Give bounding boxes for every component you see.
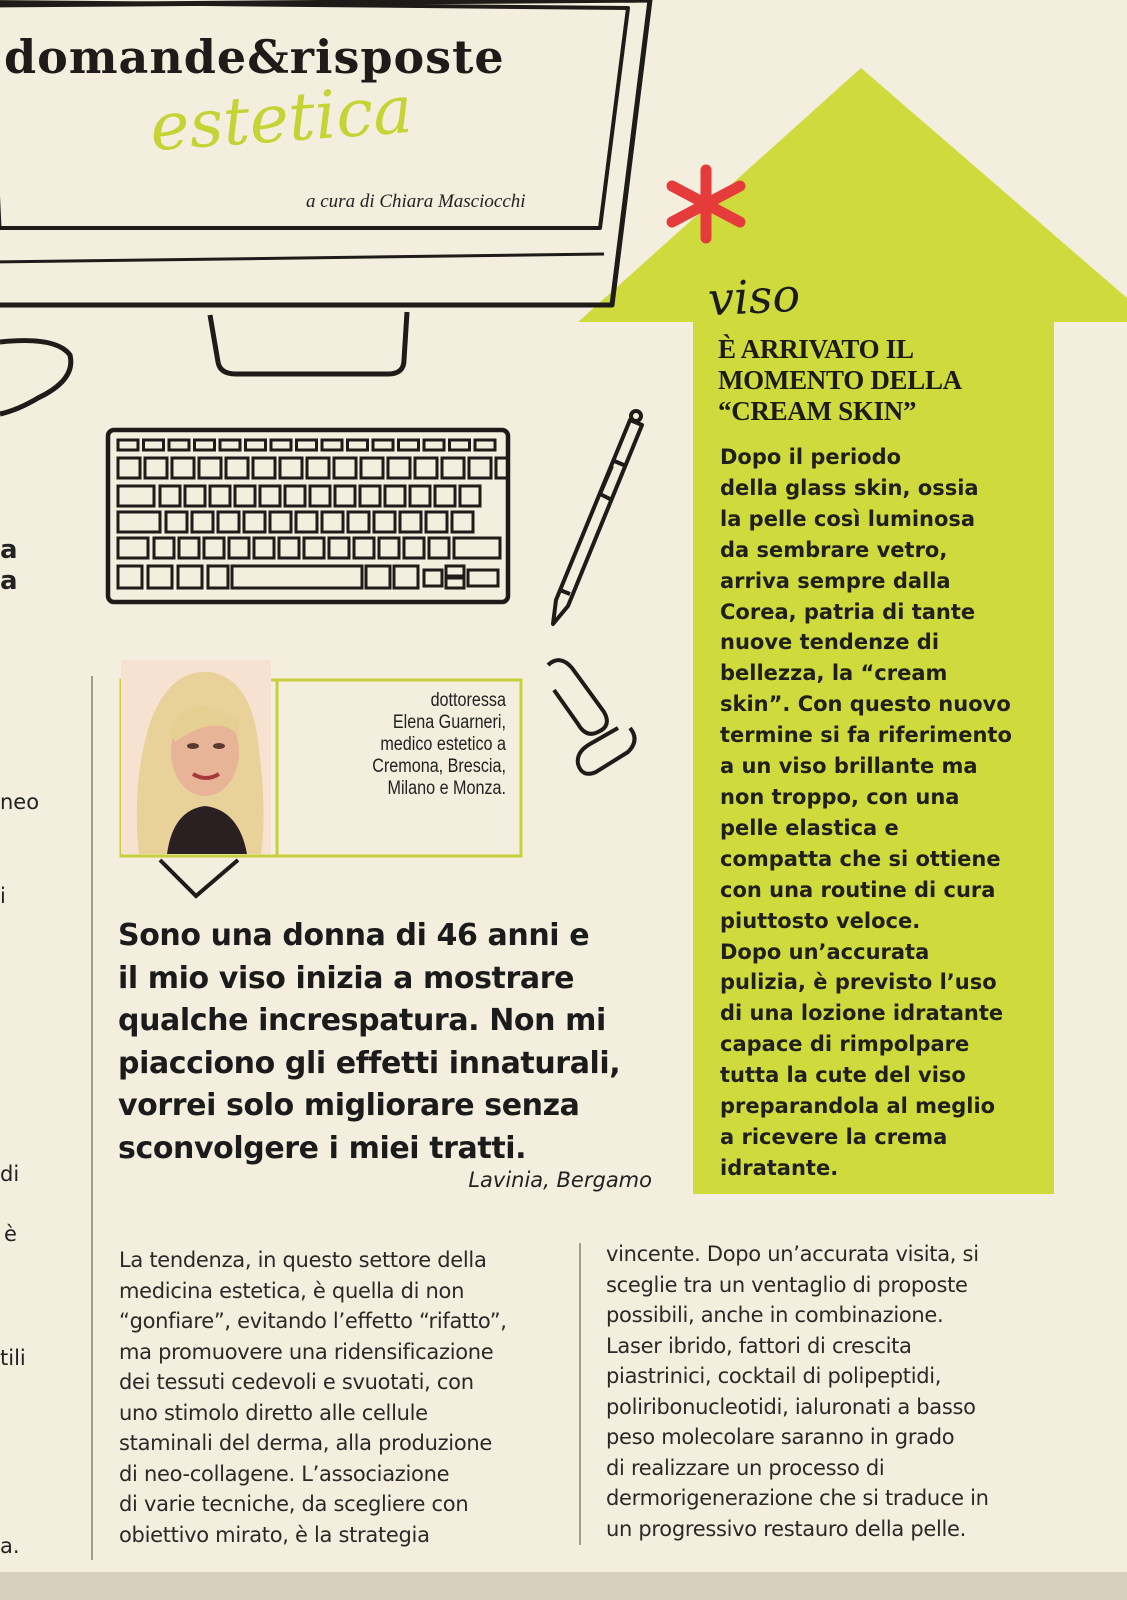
expert-caption-line: dottoressa xyxy=(430,690,506,711)
answer-line: dermorigenerazione che si traduce in xyxy=(606,1486,989,1510)
sidebar-body-line: pelle elastica e xyxy=(720,815,899,840)
keyboard-key xyxy=(185,486,205,506)
keyboard-key xyxy=(304,538,324,558)
keyboard-key xyxy=(446,566,464,576)
keyboard-key xyxy=(329,538,349,558)
keyboard-key xyxy=(246,440,266,450)
keyboard-key xyxy=(394,566,418,588)
keyboard-key xyxy=(145,458,167,478)
keyboard-key xyxy=(270,512,291,532)
keyboard-key xyxy=(244,512,265,532)
answer-line: possibili, anche in combinazione. xyxy=(606,1303,944,1327)
answer-column-2 xyxy=(606,1239,1046,1544)
keyboard-key xyxy=(154,538,174,558)
answer-line: di varie tecniche, da scegliere con xyxy=(119,1492,469,1516)
answer-line: vincente. Dopo un’accurata visita, si xyxy=(606,1242,979,1266)
keyboard-key xyxy=(204,538,224,558)
sidebar-headline: È ARRIVATO IL MOMENTO DELLA “CREAM SKIN” xyxy=(718,334,961,426)
keyboard-key xyxy=(354,538,374,558)
answer-line: “gonfiare”, evitando l’effetto “rifatto”, xyxy=(119,1309,507,1333)
answer-line: staminali del derma, alla produzione xyxy=(119,1431,493,1455)
keyboard-key xyxy=(399,440,419,450)
answer-line: medicina estetica, è quella di non xyxy=(119,1278,465,1303)
sidebar-body xyxy=(720,442,1045,1184)
reader-question xyxy=(118,915,658,1170)
paperclip-illustration xyxy=(548,660,635,774)
keyboard-key xyxy=(118,512,160,532)
keyboard-key xyxy=(210,486,230,506)
keyboard-key xyxy=(348,440,368,450)
answer-line: La tendenza, in questo settore della xyxy=(119,1248,487,1272)
keyboard-key xyxy=(253,458,275,478)
keyboard-key xyxy=(271,440,291,450)
keyboard-key xyxy=(348,512,369,532)
keyboard-key xyxy=(195,440,215,450)
sidebar-body-line: nuove tendenze di xyxy=(720,630,940,655)
keyboard-key xyxy=(450,440,470,450)
expert-photo xyxy=(121,660,271,854)
question-line: sconvolgere i miei tratti. xyxy=(118,1130,527,1166)
keyboard-key xyxy=(429,538,449,558)
keyboard-key xyxy=(426,512,447,532)
sidebar-body-line: non troppo, con una xyxy=(720,784,960,809)
answer-line: sceglie tra un ventaglio di proposte xyxy=(606,1272,968,1297)
answer-line: di neo-collagene. L’associazione xyxy=(119,1461,450,1486)
keyboard-key xyxy=(279,538,299,558)
keyboard-key xyxy=(235,486,255,506)
keyboard-key xyxy=(475,440,495,450)
keyboard-key xyxy=(280,458,302,478)
expert-caption xyxy=(331,690,506,800)
keyboard-key xyxy=(285,486,305,506)
keyboard-key xyxy=(404,538,424,558)
keyboard-key xyxy=(226,458,248,478)
keyboard-key xyxy=(118,440,138,450)
sidebar-body-line: idratante. xyxy=(720,1155,839,1180)
question-line: vorrei solo migliorare senza xyxy=(118,1088,580,1123)
keyboard-key xyxy=(229,538,249,558)
question-line: il mio viso inizia a mostrare xyxy=(118,960,575,996)
keyboard-key xyxy=(192,512,213,532)
keyboard-key xyxy=(232,566,362,588)
keyboard-key xyxy=(361,458,383,478)
keyboard-key xyxy=(297,440,317,450)
category-script-label: viso xyxy=(706,267,802,327)
keyboard-key xyxy=(118,486,154,506)
sidebar-body-line: skin”. Con questo nuovo xyxy=(720,692,1011,717)
question-line: piacciono gli effetti innaturali, xyxy=(118,1045,621,1081)
speech-pointer xyxy=(160,860,238,896)
answer-line: peso molecolare saranno in grado xyxy=(606,1425,955,1449)
pen-illustration xyxy=(553,411,642,624)
sidebar-body-line: della glass skin, ossia xyxy=(720,475,979,500)
sidebar-body-line: a ricevere la crema xyxy=(720,1124,948,1149)
keyboard-key xyxy=(442,458,464,478)
keyboard-key xyxy=(160,486,180,506)
keyboard-key xyxy=(452,512,473,532)
keyboard-key xyxy=(424,440,444,450)
sidebar-body-line: arriva sempre dalla xyxy=(720,568,951,593)
keyboard-key xyxy=(400,512,421,532)
question-line: Sono una donna di 46 anni e xyxy=(118,918,590,953)
sidebar-body-line: Dopo un’accurata xyxy=(720,939,930,964)
left-page-fragment: neo xyxy=(0,790,40,814)
keyboard-key xyxy=(172,458,194,478)
keyboard-key xyxy=(469,458,491,478)
answer-line: ma promuovere una ridensificazione xyxy=(119,1339,494,1364)
sidebar-body-line: preparandola al meglio xyxy=(720,1094,996,1119)
sidebar-body-line: pulizia, è previsto l’uso xyxy=(720,970,997,995)
sidebar-body-line: tutta la cute del viso xyxy=(720,1063,966,1088)
keyboard-key xyxy=(460,486,480,506)
answer-line: piastrinici, cocktail di polipeptidi, xyxy=(606,1364,942,1388)
left-page-fragment: i xyxy=(0,884,6,908)
expert-caption-line: Cremona, Brescia, xyxy=(372,756,506,777)
sidebar-body-line: la pelle così luminosa xyxy=(720,506,976,531)
keyboard-key xyxy=(254,538,274,558)
keyboard-key xyxy=(360,486,380,506)
keyboard-key xyxy=(322,512,343,532)
sidebar-body-line: con una routine di cura xyxy=(720,877,996,902)
sidebar-body-line: bellezza, la “cream xyxy=(720,661,948,686)
keyboard-key xyxy=(148,566,172,588)
sidebar-body-line: capace di rimpolpare xyxy=(720,1032,970,1057)
keyboard-key xyxy=(118,538,148,558)
byline: a cura di Chiara Masciocchi xyxy=(306,191,526,212)
keyboard-key xyxy=(374,512,395,532)
sidebar-body-line: Corea, patria di tante xyxy=(720,599,976,624)
sidebar-body-line: Dopo il periodo xyxy=(720,445,902,469)
keyboard-key xyxy=(144,440,164,450)
keyboard-key xyxy=(169,440,189,450)
section-script-title: estetica xyxy=(147,70,415,167)
sidebar-body-line: compatta che si ottiene xyxy=(720,846,1001,871)
expert-caption-line: Milano e Monza. xyxy=(387,778,506,799)
expert-caption-line: Elena Guarneri, xyxy=(392,712,506,733)
question-signoff: Lavinia, Bergamo xyxy=(468,1168,652,1192)
keyboard-illustration xyxy=(108,430,508,602)
keyboard-key xyxy=(179,538,199,558)
answer-column-1 xyxy=(119,1245,569,1550)
keyboard-key xyxy=(335,486,355,506)
keyboard-key xyxy=(410,486,430,506)
keyboard-key xyxy=(178,566,202,588)
keyboard-key xyxy=(334,458,356,478)
keyboard-key xyxy=(118,566,142,588)
keyboard-key xyxy=(446,578,464,588)
sidebar-body-line: piuttosto veloce. xyxy=(720,908,921,933)
keyboard-key xyxy=(322,440,342,450)
keyboard-key xyxy=(310,486,330,506)
sidebar-body-line: termine si fa riferimento xyxy=(720,723,1012,748)
expert-caption-line: medico estetico a xyxy=(380,734,506,755)
answer-line: di realizzare un processo di xyxy=(606,1455,885,1480)
left-page-fragment: è xyxy=(4,1222,17,1246)
keyboard-key xyxy=(166,512,187,532)
keyboard-key xyxy=(468,570,498,586)
keyboard-key xyxy=(220,440,240,450)
sidebar-body-line: di una lozione idratante xyxy=(720,1001,1004,1026)
keyboard-key xyxy=(218,512,239,532)
question-line: qualche increspatura. Non mi xyxy=(118,1003,606,1038)
keyboard-key xyxy=(379,538,399,558)
keyboard-key xyxy=(296,512,317,532)
sidebar-body-line: a un viso brillante ma xyxy=(720,754,978,779)
keyboard-key xyxy=(199,458,221,478)
left-page-fragment: a. xyxy=(0,1534,20,1558)
keyboard-key xyxy=(435,486,455,506)
answer-line: un progressivo restauro della pelle. xyxy=(606,1516,967,1541)
answer-line: uno stimolo diretto alle cellule xyxy=(119,1400,428,1425)
keyboard-key xyxy=(424,570,442,586)
page-title: domande&risposte xyxy=(4,30,505,84)
left-page-fragment: a xyxy=(0,535,18,565)
left-page-fragment: a xyxy=(0,566,18,596)
keyboard-key xyxy=(307,458,329,478)
keyboard-key xyxy=(454,538,500,558)
sidebar-body-line: da sembrare vetro, xyxy=(720,537,948,562)
keyboard-key xyxy=(118,458,140,478)
keyboard-key xyxy=(415,458,437,478)
answer-line: poliribonucleotidi, ialuronati a basso xyxy=(606,1394,976,1419)
keyboard-key xyxy=(385,486,405,506)
answer-line: Laser ibrido, fattori di crescita xyxy=(606,1333,912,1358)
keyboard-key xyxy=(260,486,280,506)
answer-line: obiettivo mirato, è la strategia xyxy=(119,1522,430,1547)
left-page-fragment: tili xyxy=(0,1346,26,1370)
keyboard-key xyxy=(373,440,393,450)
keyboard-key xyxy=(208,566,228,588)
keyboard-key xyxy=(388,458,410,478)
keyboard-key xyxy=(366,566,390,588)
left-page-fragment: di xyxy=(0,1162,20,1186)
answer-line: dei tessuti cedevoli e svuotati, con xyxy=(119,1370,474,1394)
